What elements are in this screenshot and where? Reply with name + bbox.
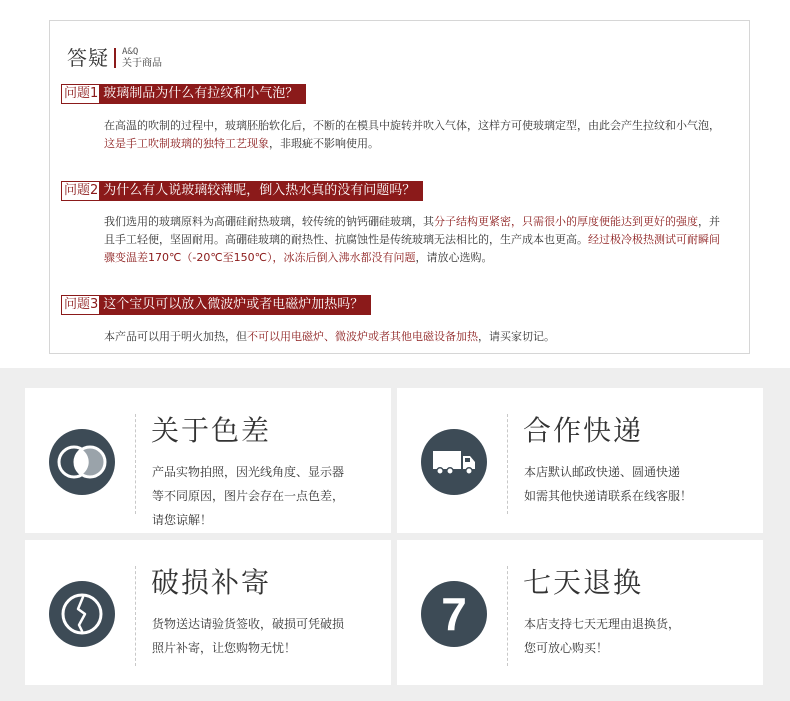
answer-2 — [104, 213, 724, 267]
answer-text: 本产品可以用于明火加热，但 — [104, 330, 247, 343]
card-line: 等不同原因，图片会存在一点色差， — [152, 489, 345, 503]
card-line: 请您谅解！ — [152, 513, 213, 527]
answer-3 — [104, 328, 724, 346]
faq-subtitle — [122, 47, 162, 71]
seven-icon-text: 7 — [441, 588, 467, 640]
card-title: 关于色差 — [151, 414, 272, 447]
card-divider — [507, 414, 508, 514]
service-card-seven-day-return — [397, 540, 763, 685]
answer-text: ，请买家切记。 — [478, 330, 555, 343]
card-line: 本店支持七天无理由退换货， — [524, 617, 681, 631]
question-text: 这个宝贝可以放入微波炉或者电磁炉加热吗？ — [100, 295, 371, 315]
service-card-delivery — [397, 388, 763, 533]
question-number: 问题1 — [61, 84, 100, 104]
card-line: 如需其他快递请联系在线客服！ — [524, 489, 693, 503]
question-2 — [61, 181, 423, 201]
question-3 — [61, 295, 371, 315]
question-1 — [61, 84, 306, 104]
card-divider — [135, 566, 136, 666]
card-line: 本店默认邮政快递、圆通快递 — [524, 465, 681, 479]
card-title: 七天退换 — [523, 566, 644, 599]
card-line: 货物送达请验货签收，破损可凭破损 — [152, 617, 345, 631]
card-divider — [135, 414, 136, 514]
faq-subtitle-en: A&Q — [122, 47, 139, 57]
answer-text: ，请放心选购。 — [415, 251, 493, 264]
card-line: 产品实物拍照，因光线角度、显示器 — [152, 465, 345, 479]
answer-highlight: 经过极冷极热测试可耐瞬间骤变温差170℃（-20℃至150℃），冰冻后倒入沸水都没有问题 — [104, 233, 720, 264]
question-text: 为什么有人说玻璃较薄呢，倒入热水真的没有问题吗？ — [100, 181, 423, 201]
answer-text: ，并且手工轻便，坚固耐用。高硼硅玻璃的耐热性、抗腐蚀性是传统玻璃无法相比的，生产成本也更高。 — [104, 215, 720, 246]
card-description — [152, 612, 387, 660]
question-text: 玻璃制品为什么有拉纹和小气泡？ — [100, 84, 306, 104]
answer-highlight: 分子结构更紧密，只需很小的厚度便能达到更好的强度 — [434, 215, 698, 228]
answer-text: 我们选用的玻璃原料为高硼硅耐热玻璃，较传统的钠钙硼硅玻璃，其 — [104, 215, 434, 228]
card-title: 破损补寄 — [151, 566, 272, 599]
answer-highlight: 这是手工吹制玻璃的独特工艺现象 — [104, 137, 269, 150]
question-number: 问题3 — [61, 295, 100, 315]
service-card-broken-reship — [25, 540, 391, 685]
delivery-truck-icon — [421, 429, 487, 495]
broken-glass-icon — [49, 581, 115, 647]
answer-1 — [104, 117, 724, 153]
faq-panel — [49, 20, 750, 354]
faq-title-divider — [114, 48, 116, 68]
service-section — [0, 368, 790, 701]
card-line: 照片补寄，让您购物无忧！ — [152, 641, 297, 655]
answer-text: 在高温的吹制的过程中，玻璃胚胎软化后，不断的在模具中旋转并吹入气体，这样方可使玻璃定型，由此会产生拉纹和小气泡， — [104, 119, 720, 132]
answer-highlight: 不可以用电磁炉、微波炉或者其他电磁设备加热 — [247, 330, 478, 343]
card-description — [524, 460, 759, 508]
service-card-color-difference — [25, 388, 391, 533]
card-title: 合作快递 — [523, 414, 644, 447]
card-line: 您可放心购买！ — [524, 641, 609, 655]
card-description — [524, 612, 759, 660]
color-difference-icon — [49, 429, 115, 495]
answer-text: ，非瑕疵不影响使用。 — [269, 137, 379, 150]
card-divider — [507, 566, 508, 666]
faq-subtitle-zh: 关于商品 — [122, 58, 162, 69]
card-description — [152, 460, 387, 532]
faq-title: 答疑 — [67, 46, 109, 70]
question-number: 问题2 — [61, 181, 100, 201]
faq-header — [67, 41, 162, 71]
seven-day-return-icon — [421, 581, 487, 647]
